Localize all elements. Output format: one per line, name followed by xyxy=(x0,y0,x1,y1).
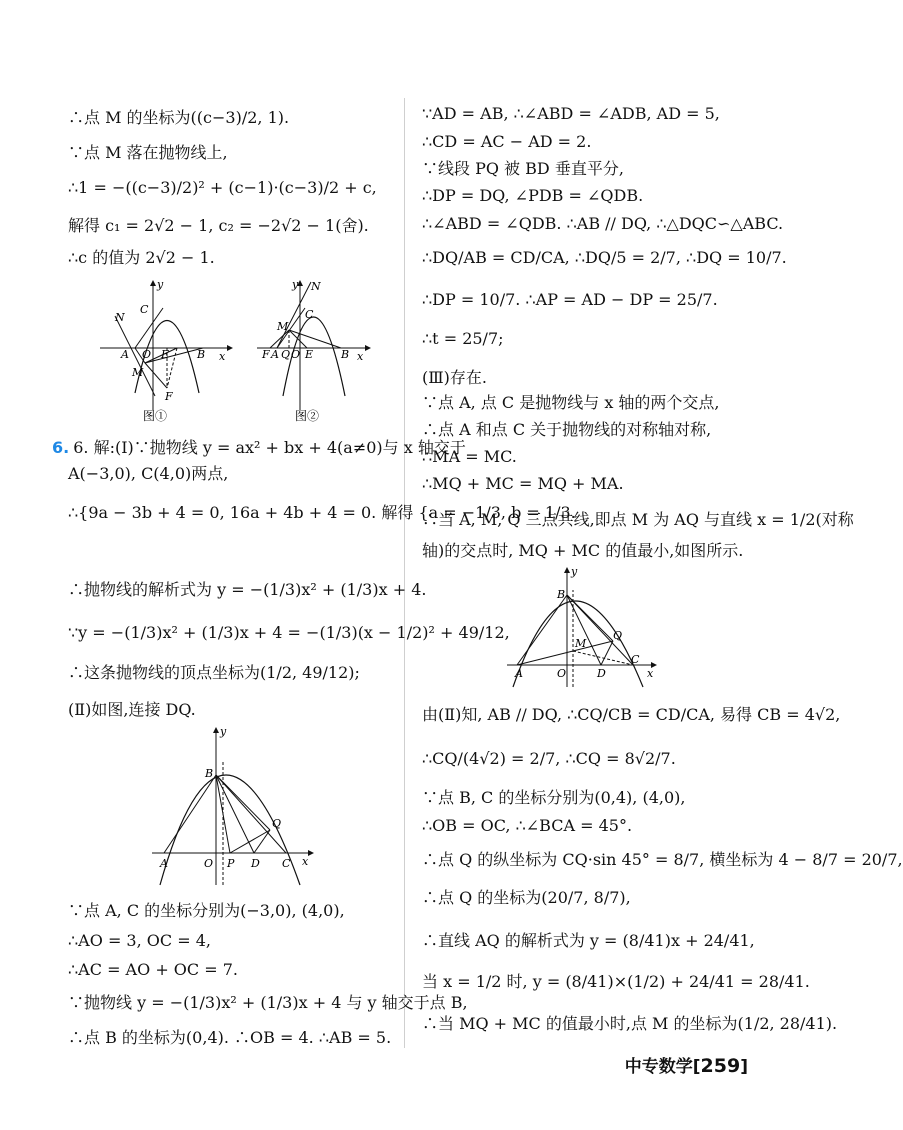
right-line-9: (Ⅲ)存在. xyxy=(422,368,488,387)
right-line-1: ∵AD = AB, ∴∠ABD = ∠ADB, AD = 5, xyxy=(422,104,720,123)
left-line-11: ∴这条抛物线的顶点坐标为(1/2, 49/12); xyxy=(68,663,360,682)
right-line-23: 当 x = 1/2 时, y = (8/41)×(1/2) + 24/41 = 28/41. xyxy=(422,972,810,991)
fig3-x-label: x xyxy=(302,855,309,868)
page-footer xyxy=(625,1052,748,1077)
fig4-O-label: O xyxy=(557,667,567,680)
right-line-3: ∵线段 PQ 被 BD 垂直平分, xyxy=(422,159,624,178)
fig2-Q-label: Q xyxy=(281,348,291,361)
figure-1 xyxy=(95,278,235,428)
left-line-17: ∴点 B 的坐标为(0,4). ∴OB = 4. ∴AB = 5. xyxy=(68,1028,392,1047)
footer-bracket-close: ] xyxy=(740,1057,748,1077)
right-line-13: ∴MQ + MC = MQ + MA. xyxy=(422,474,624,493)
fig2-A-label: A xyxy=(271,348,279,361)
left-line-2: ∵点 M 落在抛物线上, xyxy=(68,143,228,162)
fig2-y-label: y xyxy=(292,278,299,291)
right-line-8: ∴t = 25/7; xyxy=(422,329,504,348)
right-line-2: ∴CD = AC − AD = 2. xyxy=(422,132,592,151)
left-line-4: 解得 c₁ = 2√2 − 1, c₂ = −2√2 − 1(舍). xyxy=(68,216,369,235)
right-line-11: ∴点 A 和点 C 关于抛物线的对称轴对称, xyxy=(422,420,712,439)
right-line-22: ∴直线 AQ 的解析式为 y = (8/41)x + 24/41, xyxy=(422,931,755,950)
fig2-N-label: N xyxy=(311,280,321,293)
left-line-5: ∴c 的值为 2√2 − 1. xyxy=(68,248,215,267)
fig1-A-label: A xyxy=(121,348,129,361)
fig1-M-label: M xyxy=(132,366,144,379)
fig1-B-label: B xyxy=(197,348,206,361)
right-line-20: ∴点 Q 的纵坐标为 CQ·sin 45° = 8/7, 横坐标为 4 − 8/7 = 20/7, xyxy=(422,850,903,869)
fig3-Q-label: Q xyxy=(272,817,282,830)
page-number: 259 xyxy=(700,1055,741,1077)
fig3-y-label: y xyxy=(220,725,227,738)
left-line-13: ∵点 A, C 的坐标分别为(−3,0), (4,0), xyxy=(68,901,345,920)
left-line-7: A(−3,0), C(4,0)两点, xyxy=(68,464,229,483)
right-line-15: 轴)的交点时, MQ + MC 的值最小,如图所示. xyxy=(422,541,744,560)
figure-3 xyxy=(150,725,320,890)
footer-label: 中专数学 xyxy=(624,1057,693,1077)
right-line-7: ∴DP = 10/7. ∴AP = AD − DP = 25/7. xyxy=(422,290,718,309)
fig1-x-label: x xyxy=(219,350,226,363)
footer-bracket-open: [ xyxy=(692,1057,701,1077)
right-line-6: ∴DQ/AB = CD/CA, ∴DQ/5 = 2/7, ∴DQ = 10/7. xyxy=(422,248,787,267)
fig3-A-label: A xyxy=(160,857,168,870)
right-line-10: ∵点 A, 点 C 是抛物线与 x 轴的两个交点, xyxy=(422,393,720,412)
right-line-24: ∴当 MQ + MC 的值最小时,点 M 的坐标为(1/2, 28/41). xyxy=(422,1014,838,1033)
fig4-Q-label: Q xyxy=(613,629,623,642)
fig1-E-label: E xyxy=(161,348,170,361)
fig4-y-label: y xyxy=(571,565,578,578)
fig1-F-label: F xyxy=(165,390,173,403)
right-line-18: ∵点 B, C 的坐标分别为(0,4), (4,0), xyxy=(422,788,686,807)
right-line-17: ∴CQ/(4√2) = 2/7, ∴CQ = 8√2/7. xyxy=(422,749,676,768)
right-line-21: ∴点 Q 的坐标为(20/7, 8/7), xyxy=(422,888,631,907)
fig3-B-label: B xyxy=(205,767,214,780)
fig2-O-label: O xyxy=(291,348,301,361)
left-line-8: ∴{9a − 3b + 4 = 0, 16a + 4b + 4 = 0. 解得 {a = −1/3, b = 1/3. xyxy=(68,503,576,522)
fig4-A-label: A xyxy=(515,667,523,680)
left-line-3: ∴1 = −((c−3)/2)² + (c−1)·(c−3)/2 + c, xyxy=(68,178,377,197)
problem-number: 6. xyxy=(52,438,70,457)
fig2-B-label: B xyxy=(341,348,350,361)
right-line-5: ∴∠ABD = ∠QDB. ∴AB // DQ, ∴△DQC∽△ABC. xyxy=(422,214,784,233)
fig4-M-label: M xyxy=(575,637,587,650)
fig4-D-label: D xyxy=(597,667,606,680)
fig1-O-label: O xyxy=(142,348,152,361)
left-line-1: ∴点 M 的坐标为((c−3)/2, 1). xyxy=(68,108,290,127)
fig4-B-label: B xyxy=(557,588,566,601)
fig1-C-label: C xyxy=(140,303,149,316)
fig1-y-label: y xyxy=(157,278,164,291)
right-line-12: ∴MA = MC. xyxy=(422,447,517,466)
fig2-x-label: x xyxy=(357,350,364,363)
left-line-12: (Ⅱ)如图,连接 DQ. xyxy=(68,700,196,719)
fig2-caption: 图② xyxy=(295,409,320,423)
fig1-N-label: N xyxy=(115,311,125,324)
fig3-D-label: D xyxy=(251,857,260,870)
fig1-caption: 图① xyxy=(143,409,168,423)
right-line-16: 由(Ⅱ)知, AB // DQ, ∴CQ/CB = CD/CA, 易得 CB = 4√2, xyxy=(422,705,841,724)
left-line-16: ∵抛物线 y = −(1/3)x² + (1/3)x + 4 与 y 轴交于点 B, xyxy=(68,993,468,1012)
fig3-C-label: C xyxy=(282,857,291,870)
left-line-6: 6. 解:(Ⅰ)∵抛物线 y = ax² + bx + 4(a≠0)与 x 轴交于 xyxy=(73,438,466,457)
right-line-14: ∴当 A, M, Q 三点共线,即点 M 为 AQ 与直线 x = 1/2(对称 xyxy=(422,510,854,529)
figure-4 xyxy=(505,565,665,690)
fig4-x-label: x xyxy=(647,667,654,680)
fig2-C-label: C xyxy=(305,308,314,321)
fig4-C-label: C xyxy=(631,653,640,666)
left-line-10: ∵y = −(1/3)x² + (1/3)x + 4 = −(1/3)(x − 1/2)² + 49/12, xyxy=(68,623,510,642)
right-line-19: ∴OB = OC, ∴∠BCA = 45°. xyxy=(422,816,633,835)
figure-2 xyxy=(255,278,375,428)
column-divider xyxy=(404,98,405,1048)
fig3-O-label: O xyxy=(204,857,214,870)
problem-6-heading xyxy=(52,440,466,456)
left-line-14: ∴AO = 3, OC = 4, xyxy=(68,931,211,950)
fig2-M-label: M xyxy=(277,320,289,333)
fig2-F-label: F xyxy=(262,348,270,361)
fig3-P-label: P xyxy=(227,857,235,870)
left-line-15: ∴AC = AO + OC = 7. xyxy=(68,960,239,979)
right-line-4: ∴DP = DQ, ∠PDB = ∠QDB. xyxy=(422,186,644,205)
left-line-9: ∴抛物线的解析式为 y = −(1/3)x² + (1/3)x + 4. xyxy=(68,580,427,599)
fig2-E-label: E xyxy=(305,348,314,361)
